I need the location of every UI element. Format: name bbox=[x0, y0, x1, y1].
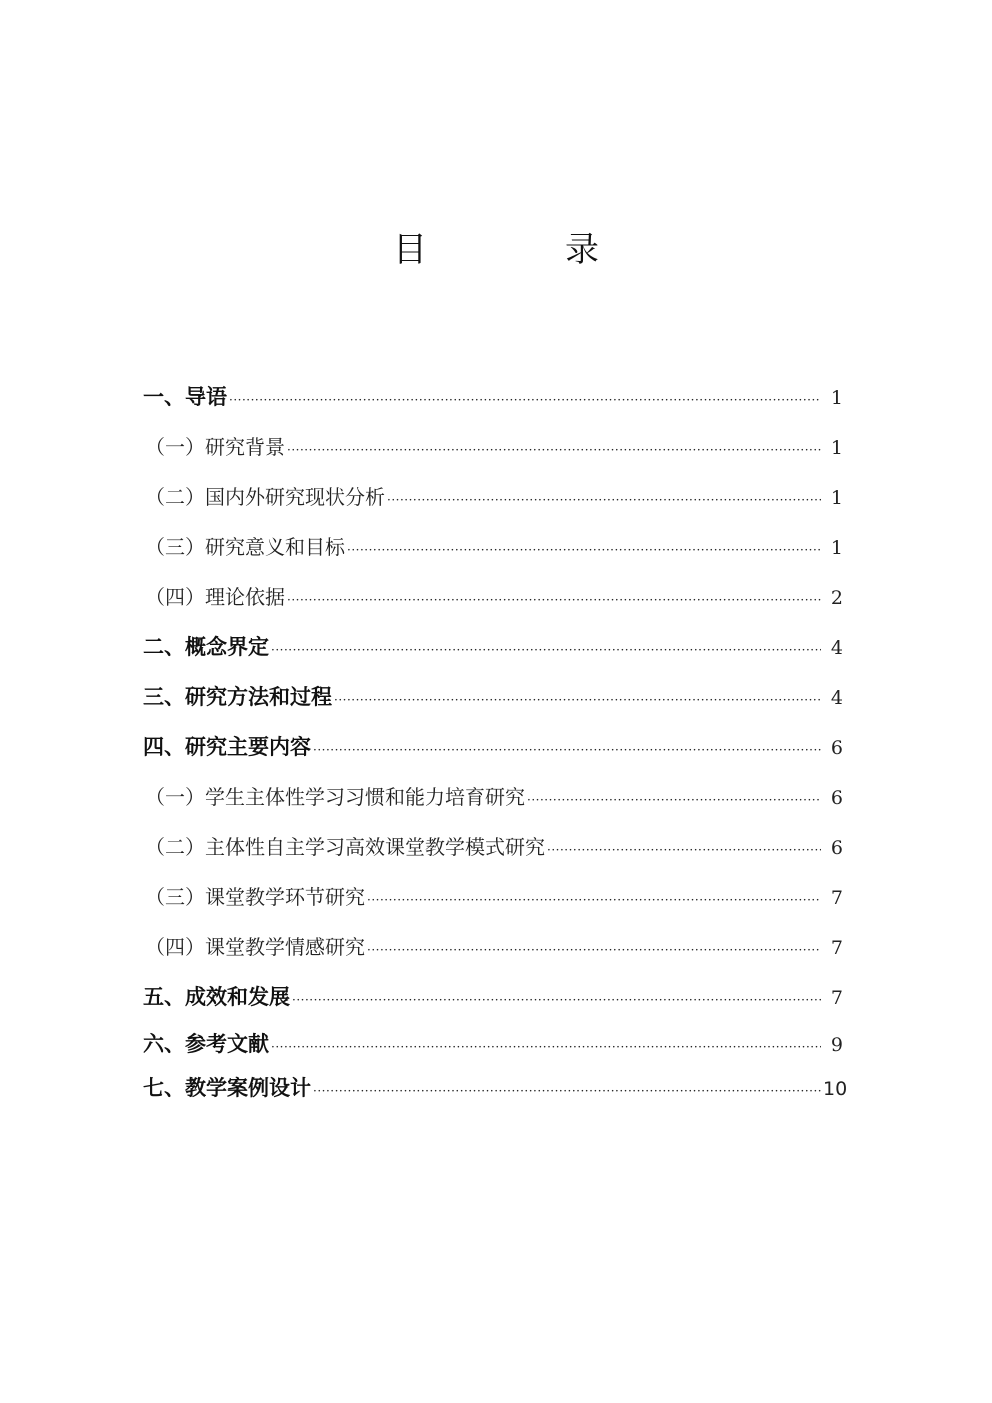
toc-entry-label: （三）课堂教学环节研究 bbox=[145, 885, 365, 909]
toc-leader bbox=[347, 525, 821, 575]
toc-leader bbox=[367, 875, 821, 925]
toc-entry-page: 10 bbox=[823, 1078, 848, 1100]
toc-entry-label: （二）主体性自主学习高效课堂教学模式研究 bbox=[145, 835, 545, 859]
toc-entry-page: 6 bbox=[830, 837, 843, 859]
toc-leader bbox=[287, 575, 821, 625]
toc-entry[interactable] bbox=[143, 972, 843, 1022]
toc-leader bbox=[313, 725, 821, 775]
toc-entry-page: 6 bbox=[830, 737, 843, 759]
toc-leader bbox=[271, 625, 821, 675]
toc-leader bbox=[547, 825, 821, 875]
toc-entry-page: 7 bbox=[830, 937, 843, 959]
toc-entry[interactable] bbox=[143, 572, 843, 622]
toc-entry-page: 4 bbox=[830, 637, 843, 659]
toc-entry[interactable] bbox=[143, 672, 843, 722]
toc-entry[interactable] bbox=[143, 722, 843, 772]
toc-entry-label: 一、导语 bbox=[143, 385, 227, 409]
toc-entry-label: （四）课堂教学情感研究 bbox=[145, 935, 365, 959]
toc-entry[interactable] bbox=[143, 522, 843, 572]
toc-entry-page: 6 bbox=[830, 787, 843, 809]
toc-leader bbox=[527, 775, 821, 825]
toc-entry-label: （三）研究意义和目标 bbox=[145, 535, 345, 559]
toc-entry-label: 四、研究主要内容 bbox=[143, 735, 311, 759]
toc-entry-label: （一）学生主体性学习习惯和能力培育研究 bbox=[145, 785, 525, 809]
page-title: 目 录 bbox=[393, 230, 651, 270]
toc-leader bbox=[287, 425, 821, 475]
table-of-contents bbox=[143, 372, 848, 1110]
toc-entry[interactable] bbox=[143, 872, 843, 922]
toc-entry-page: 1 bbox=[830, 437, 843, 459]
toc-entry-label: （四）理论依据 bbox=[145, 585, 285, 609]
toc-entry[interactable] bbox=[143, 1066, 848, 1110]
toc-entry[interactable] bbox=[143, 1022, 843, 1066]
toc-leader bbox=[229, 375, 821, 425]
toc-entry-label: （一）研究背景 bbox=[145, 435, 285, 459]
toc-entry-page: 2 bbox=[830, 587, 843, 609]
toc-entry-label: 六、参考文献 bbox=[143, 1032, 269, 1056]
toc-entry-page: 9 bbox=[830, 1034, 843, 1056]
toc-entry-label: 七、教学案例设计 bbox=[143, 1076, 311, 1100]
toc-entry-page: 1 bbox=[830, 487, 843, 509]
toc-entry-page: 7 bbox=[830, 987, 843, 1009]
toc-entry[interactable] bbox=[143, 472, 843, 522]
toc-entry-page: 7 bbox=[830, 887, 843, 909]
toc-leader bbox=[387, 475, 821, 525]
toc-entry[interactable] bbox=[143, 372, 843, 422]
toc-entry-page: 1 bbox=[830, 387, 843, 409]
toc-leader bbox=[292, 975, 821, 1025]
toc-entry-page: 4 bbox=[830, 687, 843, 709]
toc-leader bbox=[313, 1069, 821, 1113]
toc-leader bbox=[271, 1025, 821, 1069]
toc-entry-label: 五、成效和发展 bbox=[143, 985, 290, 1009]
toc-entry[interactable] bbox=[143, 622, 843, 672]
toc-entry[interactable] bbox=[143, 422, 843, 472]
toc-entry[interactable] bbox=[143, 822, 843, 872]
toc-entry[interactable] bbox=[143, 772, 843, 822]
toc-entry-label: （二）国内外研究现状分析 bbox=[145, 485, 385, 509]
toc-entry-label: 三、研究方法和过程 bbox=[143, 685, 332, 709]
toc-leader bbox=[367, 925, 821, 975]
toc-entry-page: 1 bbox=[830, 537, 843, 559]
toc-entry[interactable] bbox=[143, 922, 843, 972]
toc-entry-label: 二、概念界定 bbox=[143, 635, 269, 659]
toc-leader bbox=[334, 675, 821, 725]
